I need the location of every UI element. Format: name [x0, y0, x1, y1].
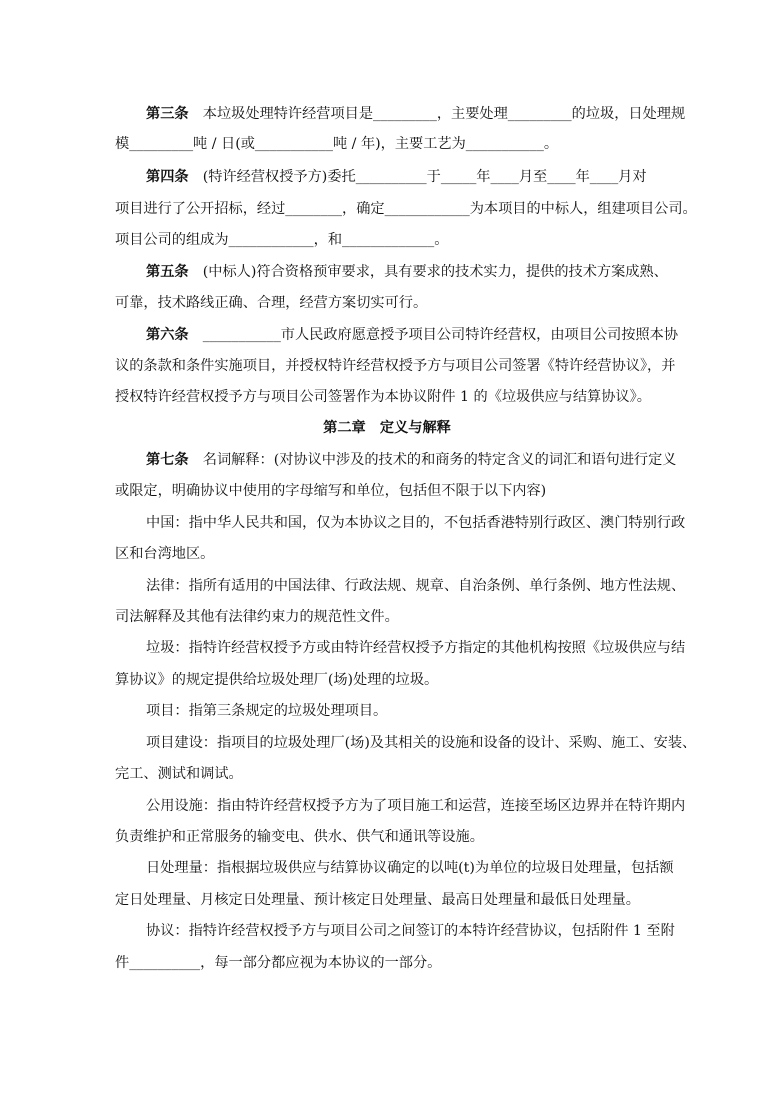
- def-utilities-line-1: 公用设施：指由特许经营权授予方为了项目施工和运营，连接至场区边界并在特许期内: [146, 798, 686, 814]
- def-daily-volume-line-2: 定日处理量、月核定日处理量、预计核定日处理量、最高日处理量和最低日处理量。: [115, 892, 640, 908]
- def-law-line-1: 法律：指所有适用的中国法律、行政法规、规章、自治条例、单行条例、地方性法规、: [146, 578, 686, 594]
- article-5-line-1: 第五条 (中标人)符合资格预审要求，具有要求的技术实力，提供的技术方案成熟、: [146, 264, 668, 280]
- def-construction-line-2: 完工、测试和调试。: [115, 766, 243, 782]
- article-7-line-1: 第七条 名词解释：(对协议中涉及的技术的和商务的特定含义的词汇和语句进行定义: [146, 452, 677, 468]
- article-6-line-1: 第六条 ___________市人民政府愿意授予项目公司特许经营权，由项目公司按照本协: [146, 327, 679, 343]
- def-agreement-line-1: 协议：指特许经营权授予方与项目公司之间签订的本特许经营协议，包括附件 1 至附: [146, 923, 675, 939]
- article-4-line-2: 项目进行了公开招标，经过________，确定____________为本项目的中标人，组建项目公司。: [115, 201, 697, 217]
- article-4-line-3: 项目公司的组成为____________，和_____________。: [115, 232, 449, 248]
- article-6-line-3: 授权特许经营权授予方与项目公司签署作为本协议附件 1 的《垃圾供应与结算协议》。: [115, 389, 651, 405]
- def-law-line-2: 司法解释及其他有法律约束力的规范性文件。: [115, 609, 399, 625]
- def-china-line-1: 中国：指中华人民共和国，仅为本协议之目的，不包括香港特别行政区、澳门特别行政: [146, 515, 686, 531]
- article-5-line-2: 可靠，技术路线正确、合理，经营方案切实可行。: [115, 295, 428, 311]
- chapter-2-title: 第二章 定义与解释: [323, 420, 451, 436]
- def-waste-line-2: 算协议》的规定提供给垃圾处理厂(场)处理的垃圾。: [115, 672, 439, 688]
- def-construction-line-1: 项目建设：指项目的垃圾处理厂(场)及其相关的设施和设备的设计、采购、施工、安装、: [146, 735, 697, 751]
- article-3-line-1: 第三条 本垃圾处理特许经营项目是_________，主要处理_________的垃圾，日处理规: [146, 106, 686, 122]
- def-agreement-line-2: 件__________，每一部分都应视为本协议的一部分。: [115, 955, 442, 971]
- article-6-line-2: 议的条款和条件实施项目，并授权特许经营权授予方与项目公司签署《特许经营协议》，并: [115, 358, 676, 374]
- def-china-line-2: 区和台湾地区。: [115, 546, 215, 562]
- article-7-line-2: 或限定，明确协议中使用的字母缩写和单位，包括但不限于以下内容): [115, 483, 547, 499]
- article-4-line-1: 第四条 (特许经营权授予方)委托__________于_____年____月至____年____月对: [146, 169, 647, 185]
- def-daily-volume-line-1: 日处理量：指根据垃圾供应与结算协议确定的以吨(t)为单位的垃圾日处理量，包括额: [146, 860, 674, 876]
- def-project: 项目：指第三条规定的垃圾处理项目。: [146, 703, 388, 719]
- def-utilities-line-2: 负责维护和正常服务的输变电、供水、供气和通讯等设施。: [115, 829, 484, 845]
- article-3-line-2: 模_________吨 / 日(或___________吨 / 年)，主要工艺为___________。: [115, 136, 559, 152]
- def-waste-line-1: 垃圾：指特许经营权授予方或由特许经营权授予方指定的其他机构按照《垃圾供应与结: [146, 640, 686, 656]
